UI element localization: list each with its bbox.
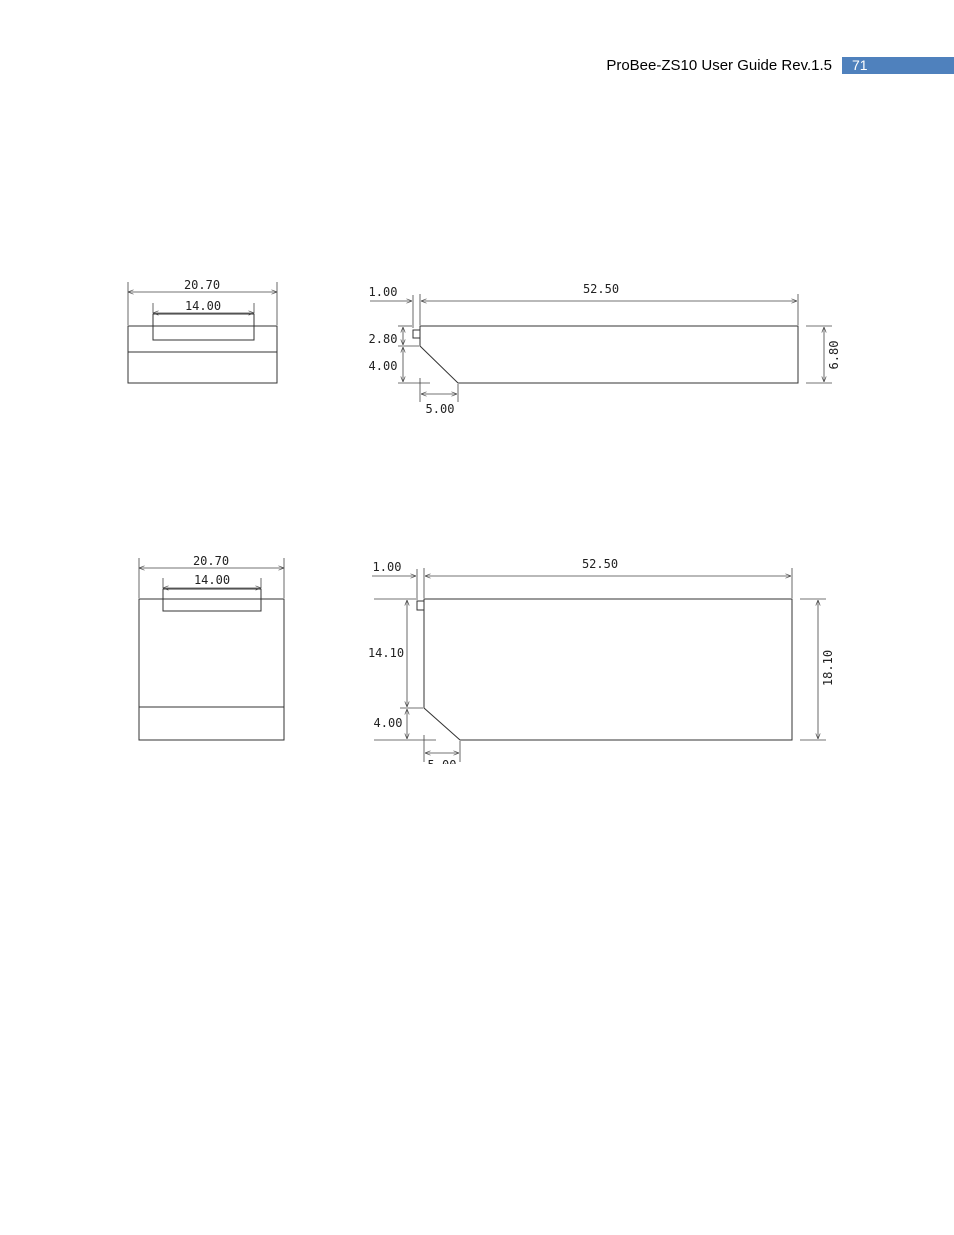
front-slot-label: 14.00 xyxy=(184,299,222,313)
front-slot-label: 14.00 xyxy=(193,573,231,587)
side-chamfer-label: 5.00 xyxy=(427,758,457,772)
page-header-title: ProBee-ZS10 User Guide Rev.1.5 xyxy=(606,57,832,74)
side-offset-label: 1.00 xyxy=(372,560,402,574)
front-width-label: 20.70 xyxy=(192,554,230,568)
side-chamfer-label: 5.00 xyxy=(425,402,455,416)
front-slot-outline xyxy=(153,314,254,340)
front-width-label: 20.70 xyxy=(183,278,221,292)
front-body-outline xyxy=(128,326,277,383)
side-body-outline xyxy=(420,326,798,383)
side-body-outline xyxy=(424,599,792,740)
side-upper-label: 2.80 xyxy=(368,332,398,346)
front-body-outline xyxy=(139,599,284,740)
side-length-label: 52.50 xyxy=(582,282,620,296)
drawing1-side-view xyxy=(369,282,841,416)
page-number: 71 xyxy=(852,57,868,73)
side-tab-outline xyxy=(417,601,424,610)
drawing2-side-view xyxy=(368,557,835,772)
side-offset-label: 1.00 xyxy=(368,285,398,299)
side-upper-label: 14.10 xyxy=(367,646,405,660)
side-lower-label: 4.00 xyxy=(373,716,403,730)
side-lower-label: 4.00 xyxy=(368,359,398,373)
side-height-label: 6.80 xyxy=(827,340,841,370)
drawing2-front-view xyxy=(139,554,284,740)
front-slot-outline xyxy=(163,589,261,611)
drawing1-front-view xyxy=(128,278,277,383)
side-length-label: 52.50 xyxy=(581,557,619,571)
side-height-label: 18.10 xyxy=(821,649,835,687)
side-tab-outline xyxy=(413,330,420,338)
